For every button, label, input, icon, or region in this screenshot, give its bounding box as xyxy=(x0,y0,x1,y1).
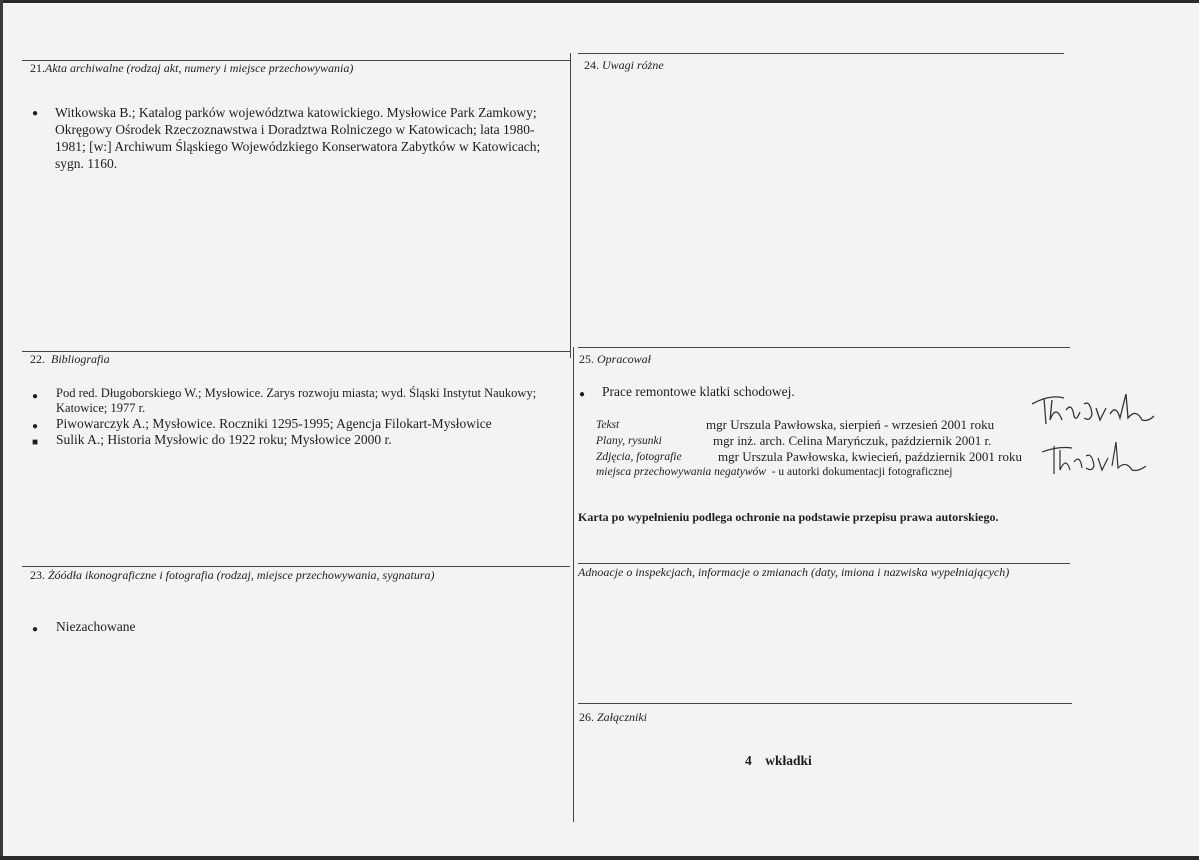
author-row-value: mgr inż. arch. Celina Maryńczuk, październik 2001 r. xyxy=(713,433,992,448)
divider-26-right xyxy=(578,703,1072,704)
attachments-label: wkładki xyxy=(765,753,812,768)
section-23-number: 23. xyxy=(30,568,45,582)
item-line: Piwowarczyk A.; Mysłowice. Roczniki 1295-1995; Agencja Filokart-Mysłowice xyxy=(56,416,492,431)
author-row-value: mgr Urszula Pawłowska, kwiecień, październik 2001 roku xyxy=(718,449,1022,464)
bullet-dot: ● xyxy=(32,391,39,402)
negatives-label: miejsca przechowywania negatywów xyxy=(596,466,766,478)
section-21-item-1 xyxy=(55,104,540,172)
section-24-title: Uwagi różne xyxy=(602,58,664,72)
section-22-number: 22. xyxy=(30,352,45,366)
section-25-header xyxy=(579,352,651,367)
bullet-dot: ■ xyxy=(32,437,39,448)
author-row-value: mgr Urszula Pawłowska, sierpień - wrzesień 2001 roku xyxy=(706,417,995,432)
page-top-border xyxy=(0,0,1199,3)
section-26-title: Załączniki xyxy=(597,710,647,724)
divider-top-right xyxy=(578,53,1064,54)
section-24-header xyxy=(584,58,664,73)
author-row-label: Plany, rysunki xyxy=(596,435,662,447)
column-divider-lower xyxy=(573,347,574,822)
item-line: Katowice; 1977 r. xyxy=(56,401,146,415)
section-23-title: Żóódła ikonograficzne i fotografia (rodzaj, miejsce przechowywania, sygnatura) xyxy=(48,568,435,582)
copyright-notice: Karta po wypełnieniu podlega ochronie na podstawie przepisu prawa autorskiego. xyxy=(578,510,999,524)
page-bottom-border xyxy=(0,856,1199,860)
item-line: Okręgowy Ośrodek Rzeczoznawstwa i Doradztwa Rolniczego w Katowicach; lata 1980- xyxy=(55,122,535,137)
section-23-header xyxy=(30,568,435,583)
section-22-header xyxy=(30,352,110,367)
divider-adnotacje-right xyxy=(578,563,1070,564)
item-line: Witkowska B.; Katalog parków województwa katowickiego. Mysłowice Park Zamkowy; xyxy=(55,105,537,120)
item-line: Pod red. Długoborskiego W.; Mysłowice. Zarys rozwoju miasta; wyd. Śląski Instytut Naukowy; xyxy=(56,386,537,400)
section-22-item-3 xyxy=(56,431,392,448)
bullet-dot: ● xyxy=(32,421,39,432)
author-row-label: Zdjęcia, fotografie xyxy=(596,451,682,463)
bullet-dot: ● xyxy=(579,389,586,400)
negatives-row xyxy=(596,465,952,480)
page-left-border xyxy=(0,0,3,860)
section-21-title: Akta archiwalne (rodzaj akt, numery i miejsce przechowywania) xyxy=(45,61,354,75)
negatives-value: - u autorki dokumentacji fotograficznej xyxy=(771,466,953,478)
section-23-item-1: Niezachowane xyxy=(56,619,136,634)
signature xyxy=(1030,390,1160,430)
item-line: sygn. 1160. xyxy=(55,156,118,171)
section-26-header xyxy=(579,710,647,725)
section-25-title: Opracował xyxy=(597,352,651,366)
section-21-header xyxy=(30,61,353,76)
section-24-number: 24. xyxy=(584,58,599,72)
divider-25-right xyxy=(578,347,1070,348)
adnotacje-header xyxy=(578,565,1009,580)
attachments-count: 4 xyxy=(745,753,752,768)
section-22-item-2 xyxy=(56,415,492,432)
section-25-number: 25. xyxy=(579,352,594,366)
section-26-number: 26. xyxy=(579,710,594,724)
bullet-dot: ● xyxy=(32,108,39,119)
section-22-item-1 xyxy=(56,386,536,416)
author-row-label: Tekst xyxy=(596,419,620,431)
bullet-dot: ● xyxy=(32,624,39,635)
attachments-value xyxy=(745,753,812,769)
adnotacje-title: Adnoacje o inspekcjach, informacje o zmianach (daty, imiona i nazwiska wypełniających) xyxy=(578,565,1010,579)
divider-23-left xyxy=(22,566,570,567)
column-divider xyxy=(570,53,571,358)
section-22-title: Bibliografia xyxy=(51,352,110,366)
item-line: Sulik A.; Historia Mysłowic do 1922 roku; Mysłowice 2000 r. xyxy=(56,432,392,447)
signature xyxy=(1040,440,1150,480)
section-21-number: 21. xyxy=(30,61,45,75)
item-line: 1981; [w:] Archiwum Śląskiego Wojewódzkiego Konserwatora Zabytków w Katowicach; xyxy=(55,139,541,154)
section-25-bullet-text: Prace remontowe klatki schodowej. xyxy=(602,384,795,399)
